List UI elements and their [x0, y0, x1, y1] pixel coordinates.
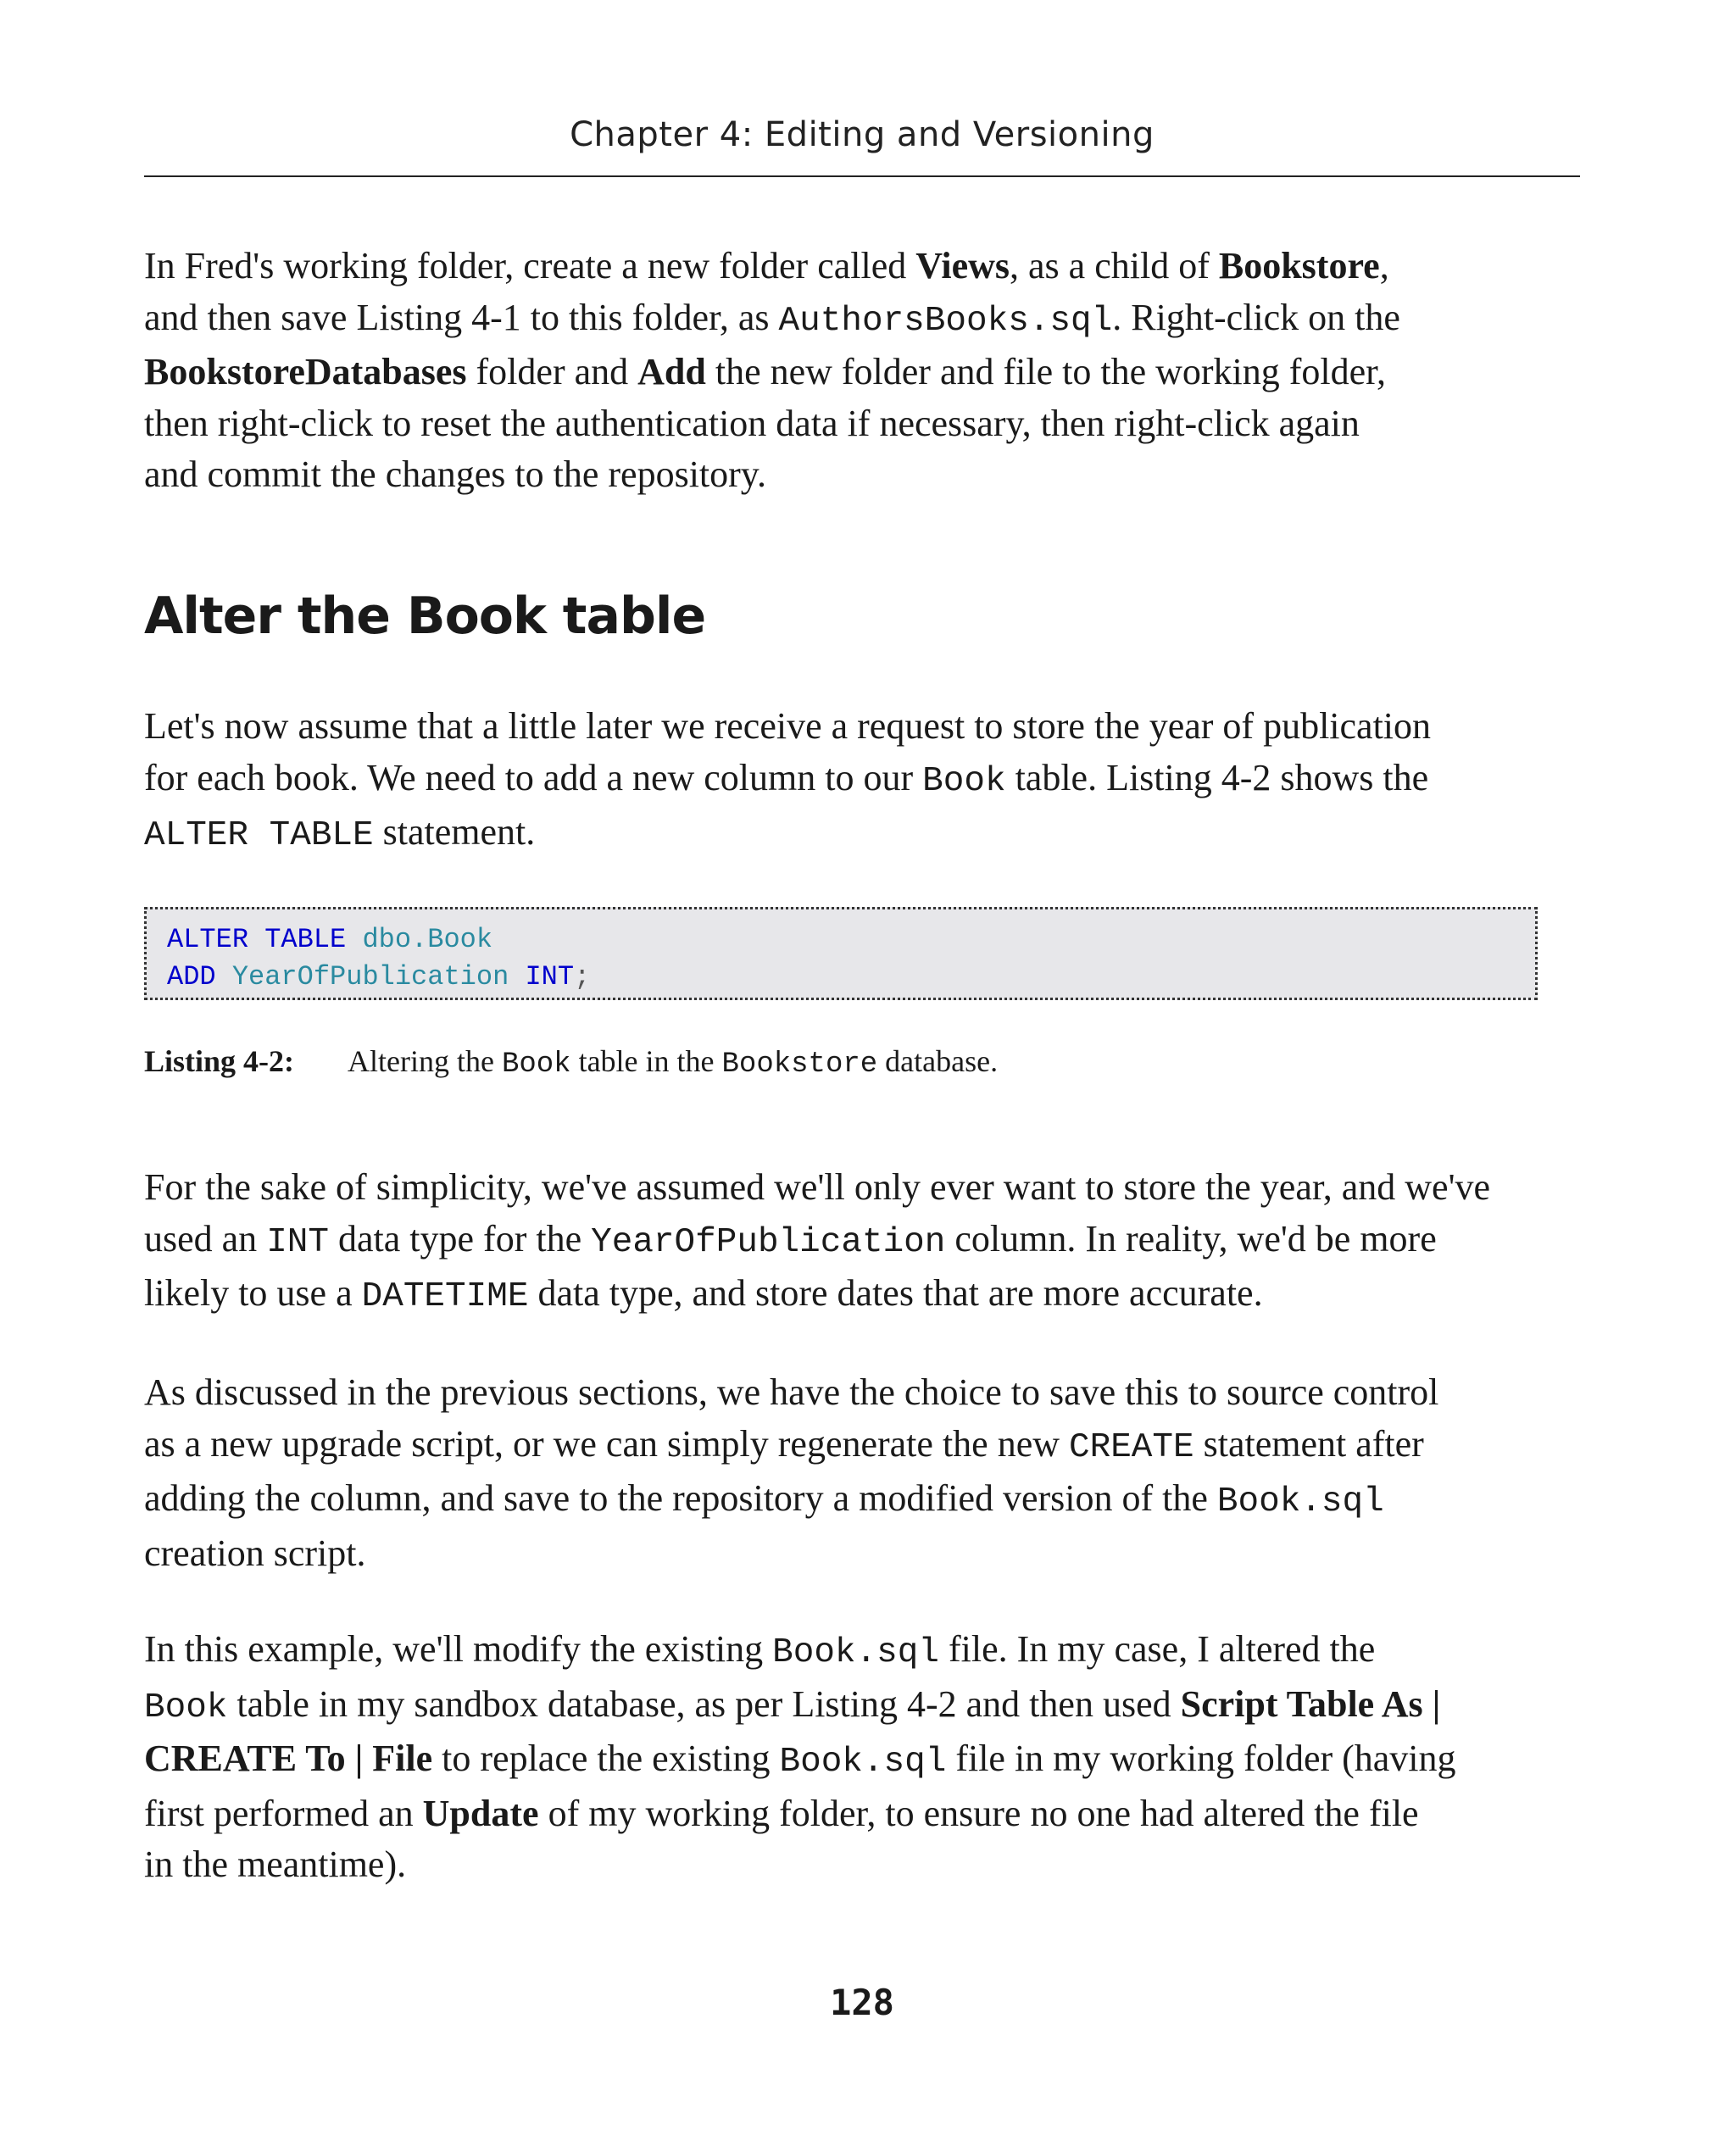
code-line-2 — [167, 959, 1515, 996]
code-identifier: YearOfPublication — [231, 961, 509, 993]
page-number: 128 — [830, 1982, 894, 2023]
code-line-1 — [167, 921, 1515, 959]
code-punctuation: ; — [574, 961, 591, 993]
bold-bookstoredatabases: BookstoreDatabases — [144, 351, 467, 392]
bold-bookstore: Bookstore — [1218, 245, 1380, 286]
code-authorsbooks-sql: AuthorsBooks.sql — [778, 301, 1113, 341]
section-heading: Alter the Book table — [144, 587, 706, 646]
bold-views: Views — [915, 245, 1010, 286]
code-book: Book — [922, 761, 1006, 801]
paragraph-simplicity: For the sake of simplicity, we've assumed we'll only ever want to store the year, and we've used an INT data type for the YearOfPublication column. In reality, we'd be more likely to use a DATETIME data type, and store dates that are more accurate. — [144, 1166, 1491, 1316]
code-keyword: INT — [525, 961, 575, 993]
bold-add: Add — [637, 351, 706, 392]
paragraph-request: Let's now assume that a little later we receive a request to store the year of publication for each book. We need to add a new column to our Book table. Listing 4-2 shows the ALTER TABLE statement. — [144, 705, 1432, 855]
code-keyword: ALTER TABLE — [167, 924, 347, 955]
code-alter-table: ALTER TABLE — [144, 816, 374, 855]
code-identifier: dbo.Book — [362, 924, 493, 955]
paragraph-example: In this example, we'll modify the existing Book.sql file. In my case, I altered the Book table in my sandbox database, as per Listing 4-2 and then used Script Table As | CREATE To | File to replace the existing Book.sql file in my working folder (having first performed an Update of my working folder, to ensure no one had altered the file in the meantime). — [144, 1628, 1456, 1885]
code-keyword: ADD — [167, 961, 216, 993]
header-rule — [144, 175, 1580, 177]
listing-caption: Listing 4-2: Altering the Book table in the Bookstore database. — [144, 1041, 1580, 1085]
caption-label: Listing 4-2: — [144, 1044, 295, 1078]
code-listing — [144, 907, 1538, 1000]
paragraph-views-folder: In Fred's working folder, create a new folder called Views, as a child of Bookstore, and then save Listing 4-1 to this folder, as AuthorsBooks.sql. Right-click on the BookstoreDatabases folder and Add the new folder and file to the working folder, then right-click to reset the authentication data if necessary, then right-click again and commit the changes to the repository. — [144, 245, 1400, 495]
running-header: Chapter 4: Editing and Versioning — [570, 115, 1155, 154]
paragraph-source-control: As discussed in the previous sections, we have the choice to save this to source control as a new upgrade script, or we can simply regenerate the new CREATE statement after adding the column, and save to the repository a modified version of the Book.sql creation script. — [144, 1371, 1439, 1574]
